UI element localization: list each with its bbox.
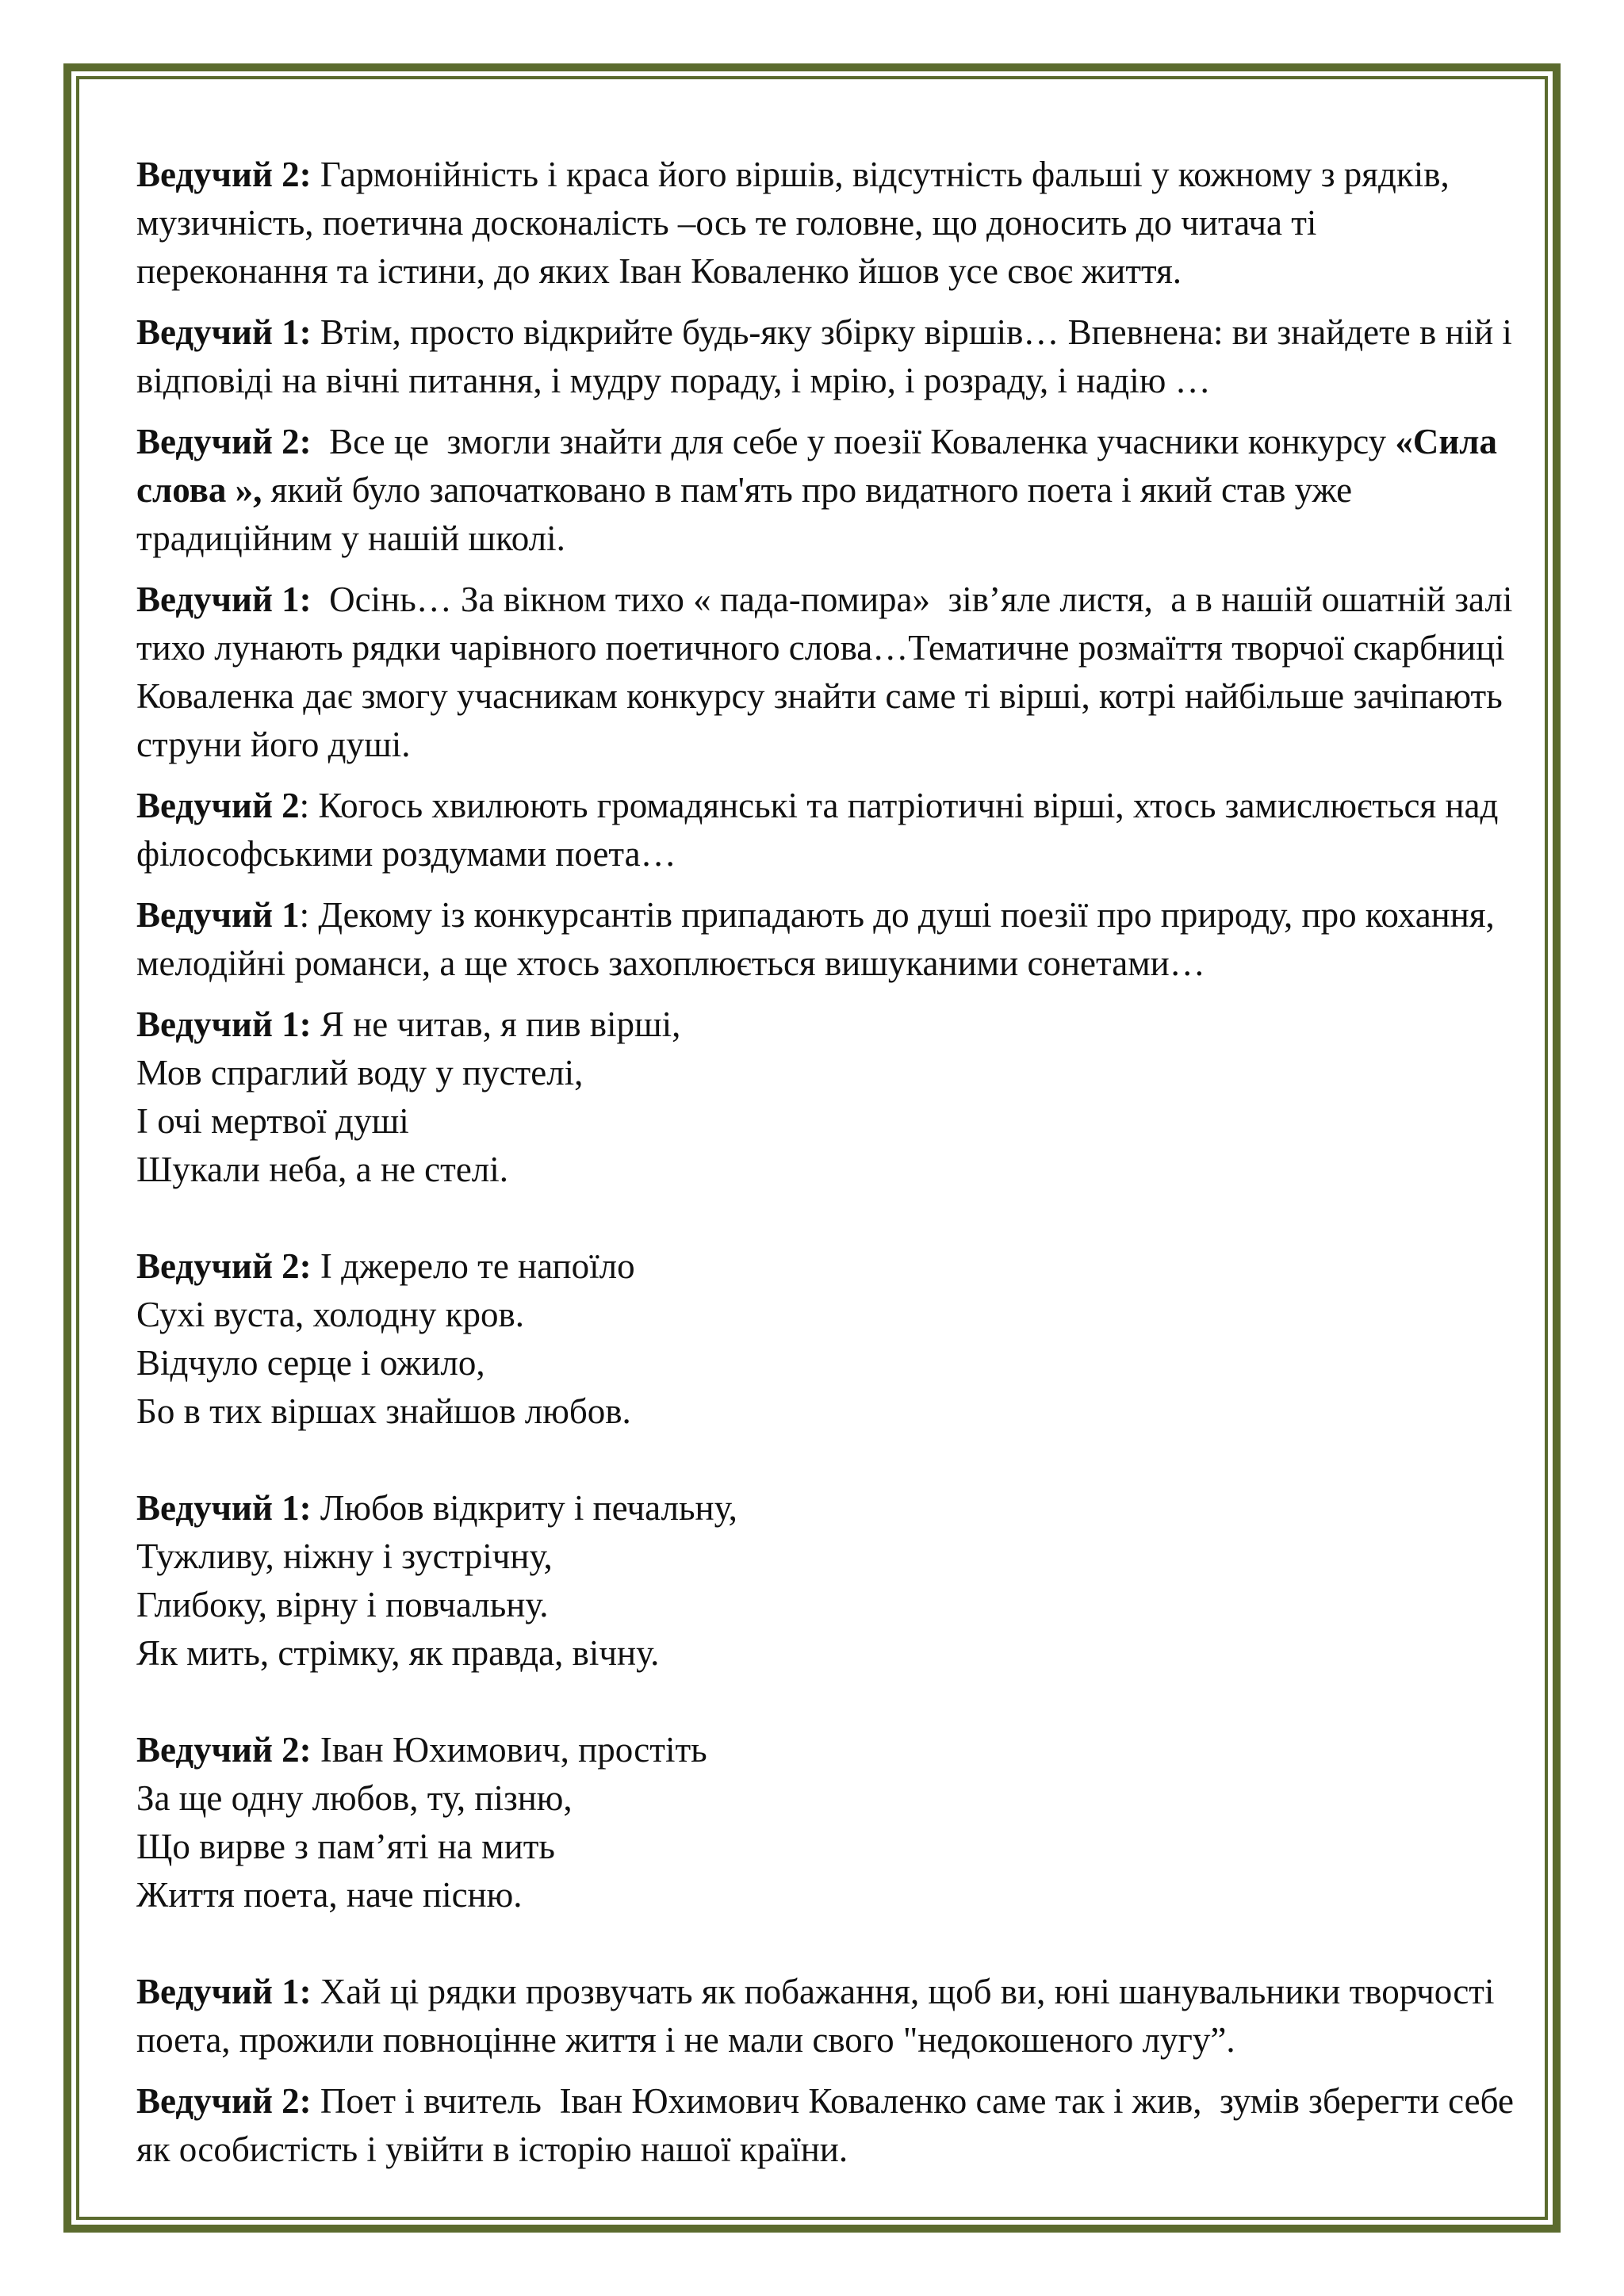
- speaker-label: Ведучий 2:: [136, 1246, 312, 1286]
- paragraph-text: який було започатковано в пам'ять про видатного поета і який став уже традиційним у нашій школі.: [136, 470, 1353, 558]
- speaker-label: Ведучий 2:: [136, 155, 312, 194]
- paragraph-text: Хай ці рядки прозвучать як побажання, щоб ви, юні шанувальники творчості поета, прожили повноцінне життя і не мали свого "недокошеного лугу”.: [136, 1972, 1495, 2060]
- verse-text: Іван Юхимович, простіть: [311, 1730, 707, 1770]
- stanza-line: І очі мертвої душі: [136, 1101, 409, 1141]
- verse-text: Любов відкриту і печальну,: [311, 1488, 737, 1528]
- speaker-label: Ведучий 1:: [136, 1004, 312, 1044]
- speaker-label: Ведучий 2:: [136, 2081, 312, 2121]
- paragraph-4: [136, 576, 1522, 769]
- stanza-line: Як мить, стрімку, як правда, вічну.: [136, 1633, 660, 1673]
- closing-paragraph-2: [136, 2077, 1523, 2174]
- stanza-line: [136, 1484, 1516, 1533]
- stanza-line: Глибоку, вірну і повчальну.: [136, 1585, 549, 1624]
- stanza-line: Бо в тих віршах знайшов любов.: [136, 1391, 631, 1431]
- paragraph-2: [136, 308, 1516, 405]
- speaker-label: Ведучий 1:: [136, 1972, 312, 2011]
- speaker-label: Ведучий 1:: [136, 580, 312, 619]
- stanza-line: Сухі вуста, холодну кров.: [136, 1295, 524, 1334]
- paragraph-6: [136, 891, 1516, 988]
- stanza-line: [136, 1001, 1516, 1049]
- paragraph-1: [136, 151, 1516, 296]
- document-body: [136, 151, 1523, 2187]
- paragraph-text: Поет і вчитель Іван Юхимович Коваленко саме так і жив, зумів зберегти себе як особистість і увійти в історію нашої країни.: [136, 2081, 1523, 2169]
- stanza-line: Тужливу, ніжну і зустрічну,: [136, 1536, 553, 1576]
- paragraph-text: Втім, просто відкрийте будь-яку збірку віршів… Впевнена: ви знайдете в ній і відповіді на вічні питання, і мудру пораду, і мрію, і розраду, і надію …: [136, 312, 1512, 400]
- stanza-4: [136, 1726, 1516, 1919]
- stanza-1: [136, 1001, 1516, 1194]
- stanza-3: [136, 1484, 1516, 1678]
- stanza-line: Життя поета, наче пісню.: [136, 1875, 523, 1915]
- closing-paragraph-1: [136, 1968, 1516, 2064]
- paragraph-text: Все це змогли знайти для себе у поезії Коваленка учасники конкурсу: [311, 422, 1396, 461]
- speaker-label: Ведучий 1:: [136, 312, 312, 352]
- speaker-label: Ведучий 1:: [136, 1488, 312, 1528]
- speaker-label: Ведучий 2: [136, 786, 300, 825]
- speaker-label: Ведучий 1: [136, 895, 300, 935]
- speaker-label: Ведучий 2:: [136, 422, 312, 461]
- speaker-label: Ведучий 2:: [136, 1730, 312, 1770]
- stanza-line: Відчуло серце і ожило,: [136, 1343, 485, 1383]
- paragraph-text: : Когось хвилюють громадянські та патріотичні вірші, хтось замислюється над філософськими роздумами поета…: [136, 786, 1499, 874]
- paragraph-text: Гармонійність і краса його віршів, відсутність фальші у кожному з рядків, музичність, поетична досконалість –ось те головне, що доносить до читача ті переконання та істини, до яких Іван Коваленко йшов усе своє життя.: [136, 155, 1450, 291]
- stanza-line: [136, 1242, 1516, 1291]
- stanza-line: Що вирве з пам’яті на мить: [136, 1827, 555, 1866]
- stanza-line: Мов спраглий воду у пустелі,: [136, 1053, 584, 1093]
- paragraph-3: [136, 418, 1516, 563]
- verse-text: І джерело те напоїло: [311, 1246, 635, 1286]
- stanza-2: [136, 1242, 1516, 1436]
- contest-name: «Сила слова »,: [136, 422, 1498, 510]
- stanza-line: За ще одну любов, ту, пізню,: [136, 1778, 573, 1818]
- paragraph-5: [136, 782, 1516, 878]
- stanza-line: [136, 1726, 1516, 1774]
- stanza-line: Шукали неба, а не стелі.: [136, 1150, 509, 1189]
- verse-text: Я не читав, я пив вірші,: [311, 1004, 681, 1044]
- paragraph-text: Осінь… За вікном тихо « пада-помира» зів’яле листя, а в нашій ошатній залі тихо лунають рядки чарівного поетичного слова…Тематичне розмаїття творчої скарбниці Коваленка дає змогу учасникам конкурсу знайти саме ті вірші, котрі найбільше зачіпають струни його душі.: [136, 580, 1522, 764]
- paragraph-text: : Декому із конкурсантів припадають до душі поезії про природу, про кохання, мелодійні романси, а ще хтось захоплюється вишуканими сонетами…: [136, 895, 1495, 983]
